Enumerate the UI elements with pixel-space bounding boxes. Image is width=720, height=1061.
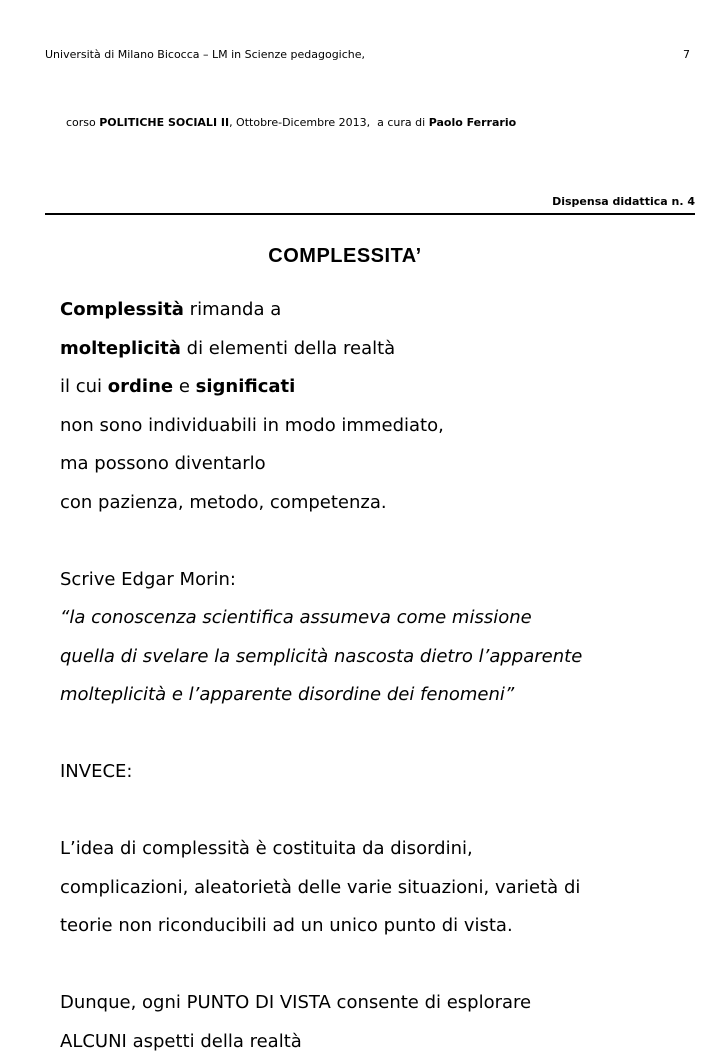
text-run: significati — [196, 376, 296, 397]
body-line — [60, 291, 700, 330]
body-line — [60, 869, 700, 908]
body-line — [60, 1023, 700, 1061]
body-line — [60, 676, 700, 715]
page-title: COMPLESSITA’ — [45, 245, 645, 268]
text-run: e — [173, 376, 196, 397]
text-run: Dunque, ogni PUNTO DI VISTA consente di esplorare — [60, 992, 531, 1013]
text-run: corso — [66, 116, 99, 129]
text-run: L’idea di complessità è costituita da disordini, — [60, 838, 473, 859]
text-run: Scrive Edgar Morin: — [60, 569, 236, 590]
text-run: Complessità — [60, 299, 184, 320]
blank-line — [60, 792, 700, 831]
text-run: , Ottobre-Dicembre 2013, a cura di — [229, 116, 429, 129]
body-line — [60, 984, 700, 1023]
text-run: teorie non riconducibili ad un unico punto di vista. — [60, 915, 513, 936]
blank-line — [60, 715, 700, 754]
body-line — [60, 445, 700, 484]
body-line — [60, 561, 700, 600]
text-run: “la conoscenza scientifica assumeva come missione — [60, 607, 532, 628]
blank-line — [60, 946, 700, 985]
body-line — [60, 368, 700, 407]
text-run: rimanda a — [184, 299, 281, 320]
body-text — [60, 291, 700, 1061]
text-run: quella di svelare la semplicità nascosta dietro l’apparente — [60, 646, 582, 667]
text-run: molteplicità e l’apparente disordine dei fenomeni” — [60, 684, 514, 705]
text-run: complicazioni, aleatorietà delle varie situazioni, varietà di — [60, 877, 580, 898]
text-run: non sono individuabili in modo immediato, — [60, 415, 444, 436]
body-line — [60, 484, 700, 523]
body-line — [60, 830, 700, 869]
text-run: molteplicità — [60, 338, 181, 359]
body-line — [60, 599, 700, 638]
page-number: 7 — [683, 46, 690, 63]
body-line — [60, 907, 700, 946]
text-run: di elementi della realtà — [181, 338, 395, 359]
header-line1: Università di Milano Bicocca – LM in Scienze pedagogiche, — [45, 46, 365, 63]
header-line2 — [45, 97, 690, 148]
body-line — [60, 753, 700, 792]
author-name: Paolo Ferrario — [429, 116, 516, 129]
text-run: ma possono diventarlo — [60, 453, 266, 474]
course-name: POLITICHE SOCIALI II — [99, 116, 229, 129]
body-line — [60, 407, 700, 446]
page-header — [0, 0, 720, 182]
text-run: ordine — [108, 376, 173, 397]
blank-line — [60, 522, 700, 561]
text-run: ALCUNI aspetti della realtà — [60, 1031, 302, 1052]
header-divider — [45, 213, 695, 215]
text-run: il cui — [60, 376, 108, 397]
body-line — [60, 330, 700, 369]
body-line — [60, 638, 700, 677]
text-run: con pazienza, metodo, competenza. — [60, 492, 387, 513]
text-run: INVECE: — [60, 761, 132, 782]
dispensa-label: Dispensa didattica n. 4 — [45, 195, 695, 208]
header-row — [45, 46, 690, 63]
